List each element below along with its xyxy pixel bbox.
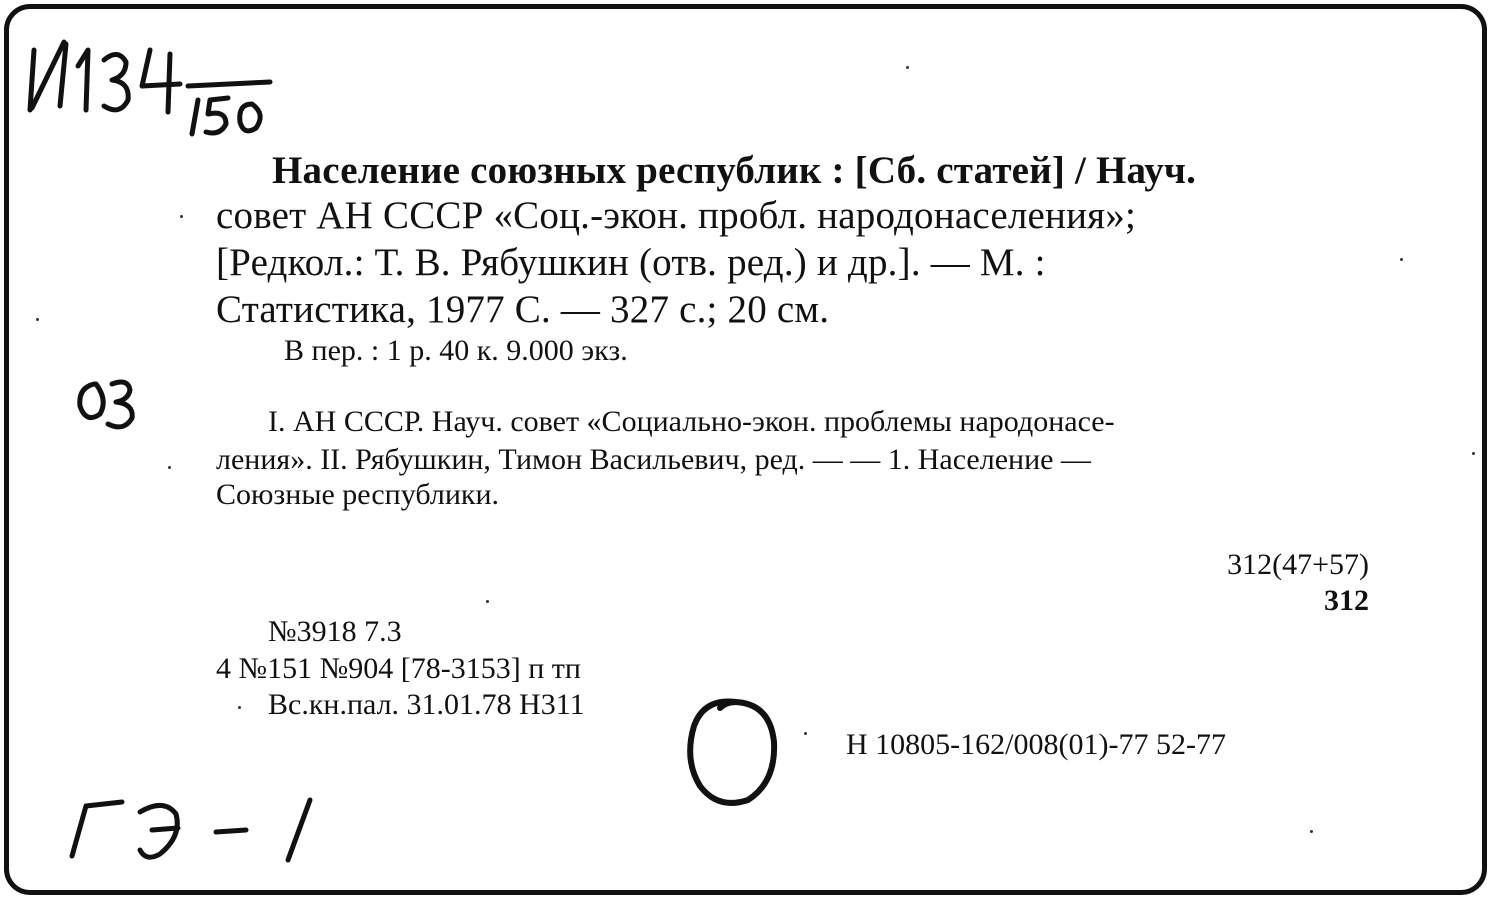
- print-speck: [804, 732, 807, 735]
- price-line: В пер. : 1 р. 40 к. 9.000 экз.: [284, 334, 628, 367]
- tracing-line-1: I. АН СССР. Науч. совет «Социально-экон. проблемы народонасе-: [268, 405, 1115, 438]
- classification-code-2: 312: [1324, 584, 1369, 617]
- handwritten-margin-mark: [72, 370, 162, 440]
- index-code: Н 10805-162/008(01)-77 52-77: [846, 728, 1226, 761]
- record-line-3: Вс.кн.пал. 31.01.78 Н311: [268, 688, 585, 721]
- title-line-2: совет АН СССР «Соц.-экон. пробл. народонаселения»;: [216, 194, 1137, 237]
- print-speck: [238, 706, 241, 709]
- print-speck: [1400, 258, 1403, 261]
- handwritten-bottom-mark: [60, 788, 340, 868]
- record-line-1: №3918 7.3: [268, 615, 402, 648]
- print-speck: [1310, 830, 1313, 833]
- title-line-3: [Редкол.: Т. В. Рябушкин (отв. ред.) и др.]. — М. :: [216, 241, 1046, 284]
- record-line-2: 4 №151 №904 [78-3153] п тп: [216, 652, 581, 685]
- title-line-4: Статистика, 1977 С. — 327 с.; 20 см.: [216, 288, 830, 331]
- print-speck: [180, 215, 183, 218]
- title-line-1: Население союзных республик : [Сб. статей] / Науч.: [272, 149, 1197, 192]
- print-speck: [906, 66, 909, 69]
- print-speck: [36, 318, 39, 321]
- tracing-line-2: ления». II. Рябушкин, Тимон Васильевич, ред. — — 1. Население —: [216, 443, 1091, 476]
- handwritten-shelf-mark: [20, 20, 300, 140]
- hand-drawn-circle: [676, 690, 786, 815]
- print-speck: [168, 466, 171, 469]
- print-speck: [486, 600, 489, 603]
- tracing-line-3: Союзные республики.: [216, 478, 500, 511]
- classification-code-1: 312(47+57): [1227, 548, 1369, 581]
- print-speck: [1472, 452, 1475, 455]
